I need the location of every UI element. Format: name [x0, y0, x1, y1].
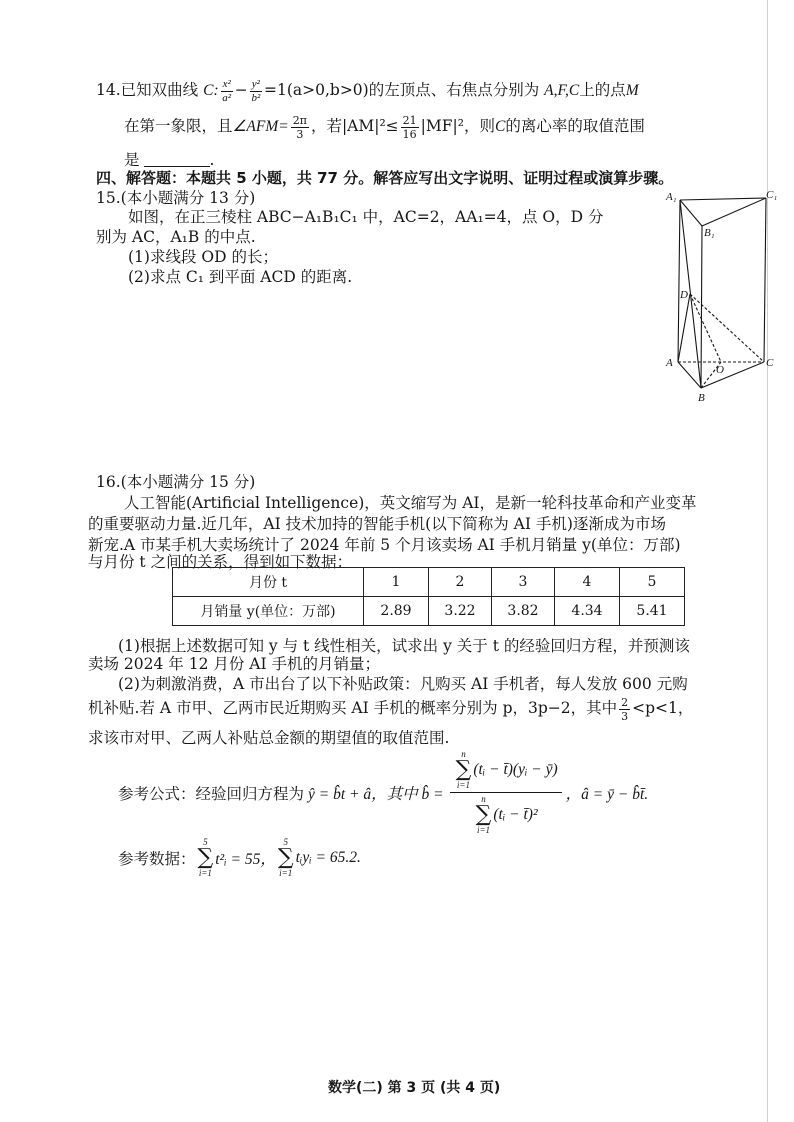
q14-line2-d: C [494, 118, 506, 135]
q14-text-b: 上的点 [579, 81, 626, 99]
label-d: D [680, 289, 688, 301]
q16-sub1-line1: (1)根据上述数据可知 y 与 t 线性相关，试求出 y 关于 t 的经验回归方程，并预测该 [118, 637, 690, 655]
q15-header: 15.(本小题满分 13 分) [96, 189, 256, 207]
answer-blank[interactable] [144, 152, 210, 167]
table-cell: 3.82 [492, 597, 555, 626]
formula-tail: ，â = ȳ − b̂t̄. [565, 785, 649, 803]
label-c1: C₁ [766, 189, 778, 201]
table-cell: 3.22 [429, 597, 492, 626]
q16-sub2-tail: <p<1， [632, 699, 694, 717]
edge-c1-c [764, 198, 766, 362]
q14-line2-a: 在第一象限，且 [124, 117, 233, 135]
table-cell: 5.41 [620, 597, 685, 626]
label-a1: A₁ [666, 191, 677, 203]
q16-sub1-line2: 卖场 2024 年 12 月份 AI 手机的月销量； [88, 655, 381, 673]
q14-points: A,F,C [544, 82, 580, 99]
table-header-month: 月份 t [173, 568, 364, 597]
table-cell: 2.89 [364, 597, 429, 626]
data-sum-t-squared: t²ᵢ = 55， [215, 851, 276, 868]
q14-end: . [209, 151, 215, 169]
q16-para2: 的重要驱动力量.近几年，AI 技术加持的智能手机(以下简称为 AI 手机)逐渐成为市场 [88, 515, 666, 533]
label-b: B [698, 392, 705, 404]
data-label: 参考数据： [118, 850, 196, 868]
q14-line2-b: ，若|AM|²≤ [310, 117, 399, 135]
formula-label: 参考公式：经验回归方程为 [118, 784, 305, 803]
q14-frac-ratio: $\frac{21}{16}$ [402, 113, 417, 141]
q14-line2-e: 的离心率的取值范围 [505, 117, 645, 135]
edge-a-b [678, 362, 701, 388]
page-edge-line [767, 0, 768, 1122]
label-b1: B₁ [704, 227, 715, 239]
page-footer: 数学(二) 第 3 页 (共 4 页) [328, 1080, 501, 1096]
label-o: O [716, 364, 724, 376]
formula-fraction: n ∑ i=1 (tᵢ − t̄)(yᵢ − ȳ) n ∑ i=1 (tᵢ − t̄)² [450, 750, 562, 835]
edge-b1-c1 [702, 198, 766, 226]
sales-table [172, 567, 685, 626]
table-cell: 3 [492, 568, 555, 597]
table-cell: 4 [555, 568, 620, 597]
edge-b1-b [701, 226, 702, 388]
q14-text: 已知双曲线 [120, 81, 199, 99]
q14-eq-tail: =1(a>0,b>0)的左顶点、右焦点分别为 [263, 81, 540, 99]
q14-line3-text: 是 [124, 151, 140, 169]
q16-header: 16.(本小题满分 15 分) [96, 473, 256, 491]
reference-data: 参考数据： 5 ∑ i=1 t²ᵢ = 55， 5 ∑ i=1 tᵢyᵢ = 65.2. [118, 837, 361, 878]
table-cell: 2 [429, 568, 492, 597]
prism-figure [660, 188, 780, 406]
q15-sub1: (1)求线段 OD 的长； [128, 248, 278, 266]
q14-angle: ∠AFM= [232, 118, 289, 135]
q14-number: 14. [96, 81, 121, 99]
q14-frac-x: $\frac{\text{x²}}{\text{a²}}$ [222, 77, 232, 104]
q14-frac-y: $\frac{\text{y²}}{\text{b²}}$ [251, 77, 261, 104]
edge-a1-b1 [680, 200, 702, 226]
q16-para3: 新宠.A 市某手机大卖场统计了 2024 年前 5 个月该卖场 AI 手机月销量 y(单位：万部) [88, 536, 681, 554]
data-sum-ty: tᵢyᵢ = 65.2. [295, 849, 361, 866]
q14-point-m: M [625, 82, 639, 99]
formula-equation: ŷ = b̂t + â，其中 b̂ = [308, 785, 444, 803]
label-c: C [766, 357, 774, 369]
q14-frac-angle: $\frac{2\pi}{3}$ [292, 113, 307, 141]
q16-sub2-line1: (2)为刺激消费，A 市出台了以下补贴政策：凡购买 AI 手机者，每人发放 600 元购 [118, 675, 688, 693]
q15-line2: 别为 AC，A₁B 的中点. [96, 228, 256, 246]
q14-curve-name: C: [203, 82, 219, 99]
q16-sub2-line2 [88, 696, 693, 722]
label-a: A [666, 357, 673, 369]
edge-a1-c1 [680, 198, 766, 200]
q16-frac: $\frac{2}{3}$ [621, 695, 629, 723]
table-row-sales [173, 597, 685, 626]
q14-line1: 14.已知双曲线 C: $\frac{\text{x²}}{\text{a²}}$ − $\frac{\text{y²}}{\text{b²}}$ =1(a>0,b>0)的左顶点、右焦点分别为 A,F,C上的点M [96, 77, 639, 104]
q16-sub2-line3: 求该市对甲、乙两人补贴总金额的期望值的取值范围. [88, 729, 450, 747]
table-header-sales: 月销量 y(单位：万部) [173, 597, 364, 626]
q15-line1: 如图，在正三棱柱 ABC−A₁B₁C₁ 中，AC=2，AA₁=4，点 O，D 分 [128, 208, 604, 226]
q14-line2-c: |MF|²，则 [420, 117, 495, 135]
q15-sub2: (2)求点 C₁ 到平面 ACD 的距离. [128, 268, 353, 286]
q16-para1: 人工智能(Artificial Intelligence)，英文缩写为 AI，是新一轮科技革命和产业变革 [124, 494, 697, 512]
section-four-heading: 四、解答题：本题共 5 小题，共 77 分。解答应写出文字说明、证明过程或演算步骤。 [96, 169, 674, 187]
seg-d-a [678, 294, 690, 362]
q14-line2 [124, 114, 645, 140]
q16-para4: 与月份 t 之间的关系，得到如下数据： [88, 553, 353, 571]
edge-a1-a [678, 200, 680, 362]
table-cell: 4.34 [555, 597, 620, 626]
q16-sub2-text: 机补贴.若 A 市甲、乙两市民近期购买 AI 手机的概率分别为 p，3p−2，其中 [88, 699, 618, 717]
reference-formula [118, 750, 648, 835]
table-cell: 5 [620, 568, 685, 597]
table-cell: 1 [364, 568, 429, 597]
table-row-month [173, 568, 685, 597]
